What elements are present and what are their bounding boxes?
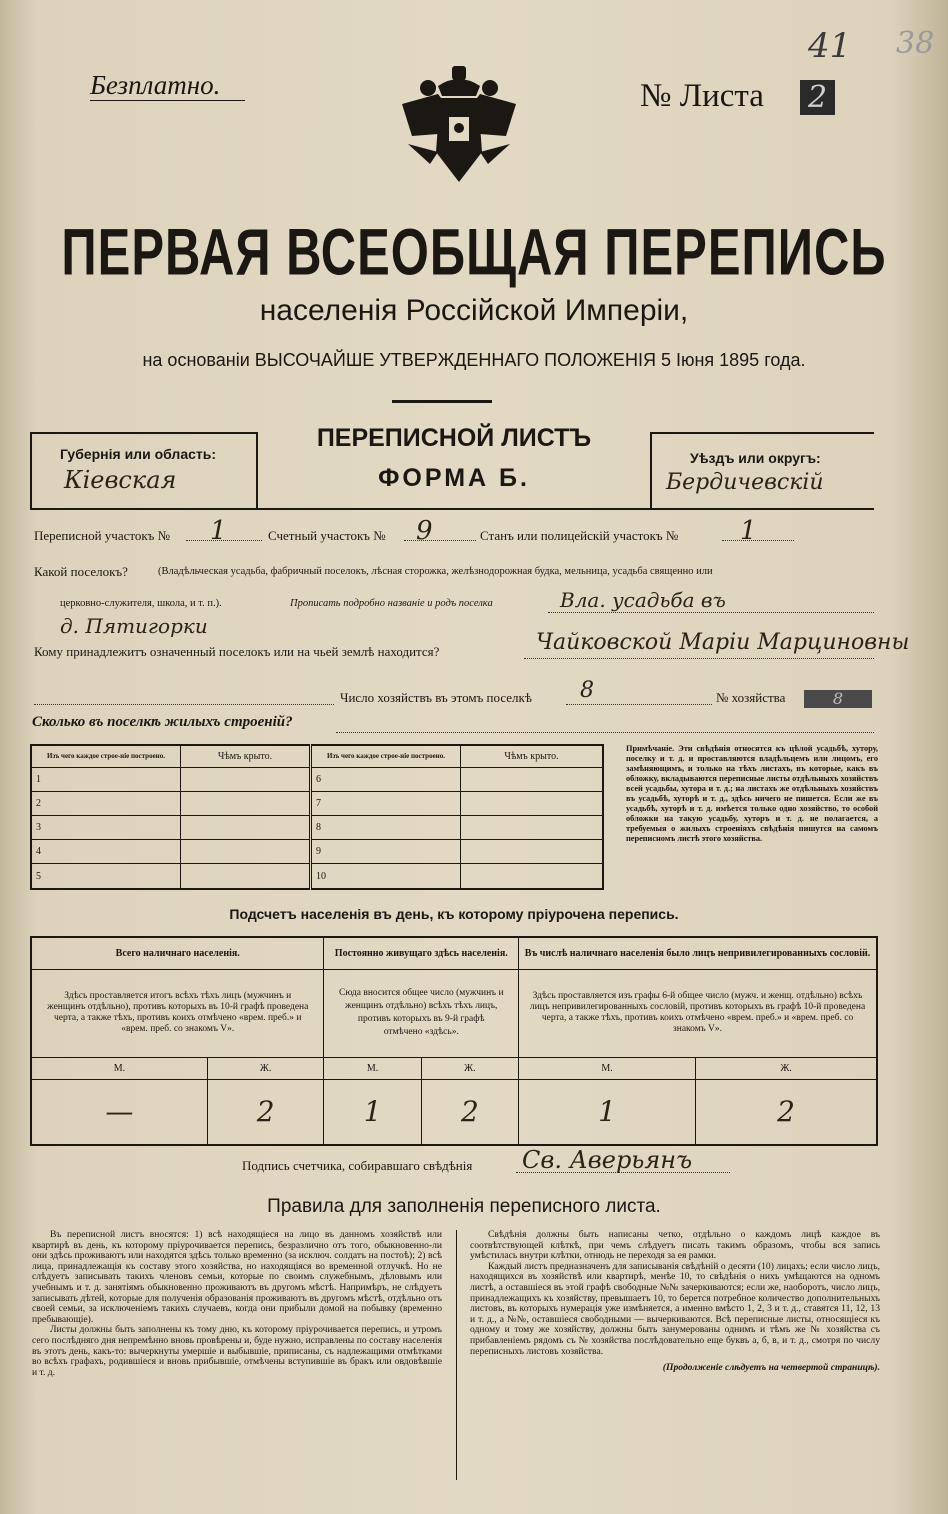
female-header: Ж. — [696, 1057, 877, 1079]
counting-area-value: 9 — [416, 516, 433, 546]
population-desc-permanent: Сюда вносится общее число (мужчинъ и женщинъ отдѣльно) всѣхъ тѣхъ лицъ, противъ которыхъ въ 9-й графѣ отмѣчено «здѣсь». — [324, 969, 519, 1057]
free-underline — [90, 100, 245, 101]
rules-paragraph: Каждый листъ предназначенъ для записыванія свѣдѣній о десяти (10) лицахъ; если число лицъ, находящихся въ хозяйствѣ или квартирѣ, менѣе 10, то свѣдѣнія о нихъ умѣщаются на одномъ листѣ, а оставшіеся въ этой графѣ свободные №№ зачеркиваются; если же, наоборотъ, число лицъ, принадлежащихъ къ хозяйству, превышаетъ 10, то берется потребное количество дополнительныхъ листовъ, въ которыхъ нумерація уже измѣняется, а именно вмѣсто 1, 2, 3 и т. д., ставятся 11, 12, 13 и т. д., а №№, оставшіеся свободными — вычеркиваются. Всѣ переписные листы, относящіеся къ одному и тому же хозяйству, должны быть занумерованы однимъ и тѣмъ же № хозяйства съ прибавленіемъ рядомъ съ № хозяйства послѣдовательно еще буквъ а, б, в, и т. д., смотря по числу переписныхъ листовъ хозяйства. — [470, 1260, 880, 1357]
owner-label: Кому принадлежитъ означенный поселокъ или на чьей землѣ находится? — [34, 644, 440, 659]
sheet-number-value: 2 — [800, 80, 835, 115]
note-block — [626, 744, 878, 844]
census-area-value: 1 — [210, 516, 227, 546]
uezd-label: Уѣздъ или округъ: — [690, 450, 821, 466]
settlement-hint: (Владѣльческая усадьба, фабричный поселокъ, лѣсная сторожка, желѣзнодорожная будка, мельница, усадьба священно или — [158, 566, 713, 577]
households-value: 8 — [580, 678, 594, 703]
gubernia-label: Губернія или область: — [60, 446, 217, 462]
population-title: Подсчетъ населенія въ день, къ которому пріурочена перепись. — [229, 906, 679, 922]
title-divider — [392, 400, 492, 403]
census-area-label: Переписной участокъ № — [34, 528, 171, 543]
note-text: Эти свѣдѣнія относятся къ цѣлой усадьбѣ, хутору, поселку и т. д. и проставляются владѣльцемъ или лицомъ, его замѣняющимъ, и только на тѣхъ листахъ, въ которые, какъ въ обложку, вкладываются переписные листы отдѣльныхъ хозяйствъ всей усадьбы, хутора и т. д.; на листахъ же отдѣльныхъ хозяйствъ въ усадьбѣ, хуторѣ и т. д., здѣсь ничего не пишется. Если же въ усадьбѣ, хуторѣ и т. д. имѣется только одно хозяйство, то особой обложки на такую усадьбу, хуторъ и т. д. не полагается, а требуемыя о жилыхъ строеніяхъ свѣдѣнія пишутся на самомъ переписномъ листѣ этого хозяйства. — [626, 744, 878, 843]
settlement-label: Какой поселокъ? — [34, 564, 128, 579]
buildings-row-num: 7 — [311, 791, 461, 815]
total-female-count: 2 — [207, 1079, 324, 1145]
household-no-value: 8 — [804, 690, 872, 708]
stan-label: Станъ или полицейскій участокъ № — [480, 528, 679, 543]
female-header: Ж. — [207, 1057, 324, 1079]
free-label: Безплатно. — [90, 70, 221, 100]
permanent-male-count: 1 — [324, 1079, 421, 1145]
buildings-row-num: 5 — [31, 864, 181, 889]
buildings-col-material-2: Изъ чего каждое строе-ніе построено. — [311, 745, 461, 767]
population-table — [30, 936, 878, 1146]
male-header: М. — [31, 1057, 207, 1079]
male-header: М. — [519, 1057, 696, 1079]
buildings-cell — [181, 791, 311, 815]
buildings-row-num: 3 — [31, 815, 181, 839]
buildings-col-roof-2: Чѣмъ крыто. — [461, 745, 604, 767]
gubernia-right-rule — [256, 432, 258, 508]
buildings-cell — [461, 840, 604, 864]
buildings-cell — [181, 767, 311, 791]
buildings-cell — [181, 840, 311, 864]
buildings-row-num: 8 — [311, 815, 461, 839]
counting-area-line — [404, 540, 476, 541]
buildings-cell — [461, 791, 604, 815]
buildings-col-roof: Чѣмъ крыто. — [181, 745, 311, 767]
buildings-row-num: 2 — [31, 791, 181, 815]
buildings-row-num: 9 — [311, 840, 461, 864]
archive-number-2: 38 — [896, 26, 935, 61]
form-title: ПЕРЕПИСНОЙ ЛИСТЪ — [316, 424, 592, 452]
rules-paragraph: Свѣдѣнія должны быть написаны четко, отдѣльно о каждомъ лицѣ каждое въ соотвѣтствующей клѣткѣ, при чемъ слѣдуетъ писать такимъ образомъ, чтобы вся запись умѣстилась внутри клѣтки, отнюдь не переходя за ея рамки. — [470, 1229, 880, 1262]
rules-continued: (Продолженіе слѣдуетъ на четвертой страницѣ). — [662, 1362, 880, 1374]
owner-value: Чайковской Маріи Марциновны — [536, 630, 910, 655]
buildings-row-num: 10 — [311, 864, 461, 889]
buildings-cell — [181, 864, 311, 889]
total-male-count: — — [31, 1079, 207, 1145]
buildings-cell — [461, 815, 604, 839]
rules-paragraph: Въ переписной листъ вносятся: 1) всѣ находящіеся на лицо въ данномъ хозяйствѣ или квартирѣ въ день, къ которому пріурочивается перепись, безразлично отъ того, обыкновенно-ли они здѣсь проживаютъ или находятся здѣсь только временно (за исключ. солдатъ на постоѣ); 2) всѣ лица, принадлежащія къ составу этого хозяйства, но находящіяся во временной отлучкѣ. Но не слѣдуетъ записывать такихъ членовъ семьи, которые по своимъ служебнымъ, дѣловымъ или учебнымъ и т. д. занятіямъ обыкновенно проживаютъ въ другомъ мѣстѣ. Напримѣръ, не слѣдуетъ записывать дѣтей, которые для полученія образованія проживаютъ въ другомъ мѣстѣ, отдѣльно отъ своей семьи, за исключеніемъ такихъ случаевъ, когда они прибыли домой на побывку (временно пребывающіе). — [32, 1229, 442, 1325]
settlement-hint-3: Прописать подробно названіе и родъ поселка — [290, 598, 493, 609]
page-subtitle: населенія Россійской Имперіи, — [259, 294, 689, 327]
population-col-total: Всего наличнаго населенія. — [31, 937, 324, 969]
buildings-cell — [181, 815, 311, 839]
female-header: Ж. — [421, 1057, 518, 1079]
buildings-row-num: 6 — [311, 767, 461, 791]
counting-area-label: Счетный участокъ № — [268, 528, 386, 543]
rules-title: Правила для заполненія переписного листа. — [267, 1196, 661, 1217]
population-desc-total: Здѣсь проставляется итогъ всѣхъ тѣхъ лицъ (мужчинъ и женщинъ отдѣльно), противъ которыхъ въ 10-й графѣ проведена черта, а также тѣхъ, противъ коихъ отмѣчено «врем. преб.» и «врем. преб. со знакомъ V». — [31, 969, 324, 1057]
uezd-value: Бердичевскій — [666, 470, 824, 495]
settlement-hint-2: церковно-служителя, школа, и т. п.). — [60, 598, 222, 609]
buildings-table — [30, 744, 604, 890]
header-bottom-rule — [30, 508, 874, 510]
household-no-label: № хозяйства — [716, 690, 786, 705]
signature-label: Подпись счетчика, собиравшаго свѣдѣнія — [242, 1158, 473, 1173]
rules-column-divider — [456, 1230, 457, 1480]
gubernia-left-rule — [30, 432, 32, 508]
uezd-left-rule — [650, 432, 652, 508]
households-line — [566, 704, 712, 705]
buildings-cell — [461, 767, 604, 791]
buildings-label: Сколько въ поселкѣ жилыхъ строеній? — [32, 714, 293, 730]
owner-line — [524, 658, 874, 659]
double-headed-eagle-icon — [398, 64, 520, 188]
stan-line — [722, 540, 794, 541]
page-title: ПЕРВАЯ ВСЕОБЩАЯ ПЕРЕПИСЬ — [61, 216, 887, 290]
rules-right-column — [470, 1230, 880, 1374]
gubernia-top-rule — [30, 432, 258, 434]
note-label: Примѣчаніе. — [626, 744, 675, 753]
basis-line: на основаніи ВЫСОЧАЙШЕ УТВЕРЖДЕННАГО ПОЛОЖЕНІЯ 5 Іюня 1895 года. — [142, 350, 806, 370]
archive-number-1: 41 — [808, 26, 852, 66]
nonprivileged-male-count: 1 — [519, 1079, 696, 1145]
households-label: Число хозяйствъ въ этомъ поселкѣ — [340, 690, 532, 705]
uezd-top-rule — [650, 432, 874, 434]
gubernia-value: Кіевская — [64, 466, 177, 494]
sheet-number-label: № Листа — [640, 78, 764, 114]
nonprivileged-female-count: 2 — [696, 1079, 877, 1145]
stan-value: 1 — [740, 516, 757, 546]
households-blank-line — [34, 704, 334, 705]
form-code: ФОРМА Б. — [378, 464, 530, 492]
permanent-female-count: 2 — [421, 1079, 518, 1145]
settlement-line-1 — [548, 612, 874, 613]
settlement-value-1: Вла. усадьба въ — [560, 588, 726, 612]
buildings-line — [336, 732, 874, 733]
buildings-cell — [461, 864, 604, 889]
buildings-row-num: 1 — [31, 767, 181, 791]
population-col-nonprivileged: Въ числѣ наличнаго населенія было лицъ непривилегированныхъ сословій. — [519, 937, 877, 969]
rules-paragraph: Листы должны быть заполнены къ тому дню, къ которому пріурочивается перепись, и утромъ сего послѣдняго дня непремѣнно вновь провѣрены и, буде нужно, исправлены по составу населенія въ этотъ день, какъ-то: вычеркнуты умершіе и выбывшіе, приписаны, съ надлежащими отмѣтками во всѣхъ графахъ, родившіеся и вновь прибывшіе, отмѣчены вступившіе въ бракъ или овдовѣвшіе и т. д. — [32, 1324, 442, 1378]
population-col-permanent: Постоянно живущаго здѣсь населенія. — [324, 937, 519, 969]
buildings-row-num: 4 — [31, 840, 181, 864]
male-header: М. — [324, 1057, 421, 1079]
signature-value: Св. Аверьянъ — [522, 1146, 693, 1174]
settlement-value-2: д. Пятигорки — [60, 614, 208, 638]
buildings-col-material: Изъ чего каждое строе-ніе построено. — [31, 745, 181, 767]
rules-left-column — [32, 1230, 442, 1378]
population-desc-nonprivileged: Здѣсь проставляется изъ графы 6-й общее число (мужч. и женщ. отдѣльно) всѣхъ лицъ непривилегированныхъ сословій, противъ которыхъ въ графѣ 10-й проведена черта, а также тѣхъ, противъ коихъ отмѣчено «врем. преб.» и «врем. преб. со знакомъ V». — [519, 969, 877, 1057]
